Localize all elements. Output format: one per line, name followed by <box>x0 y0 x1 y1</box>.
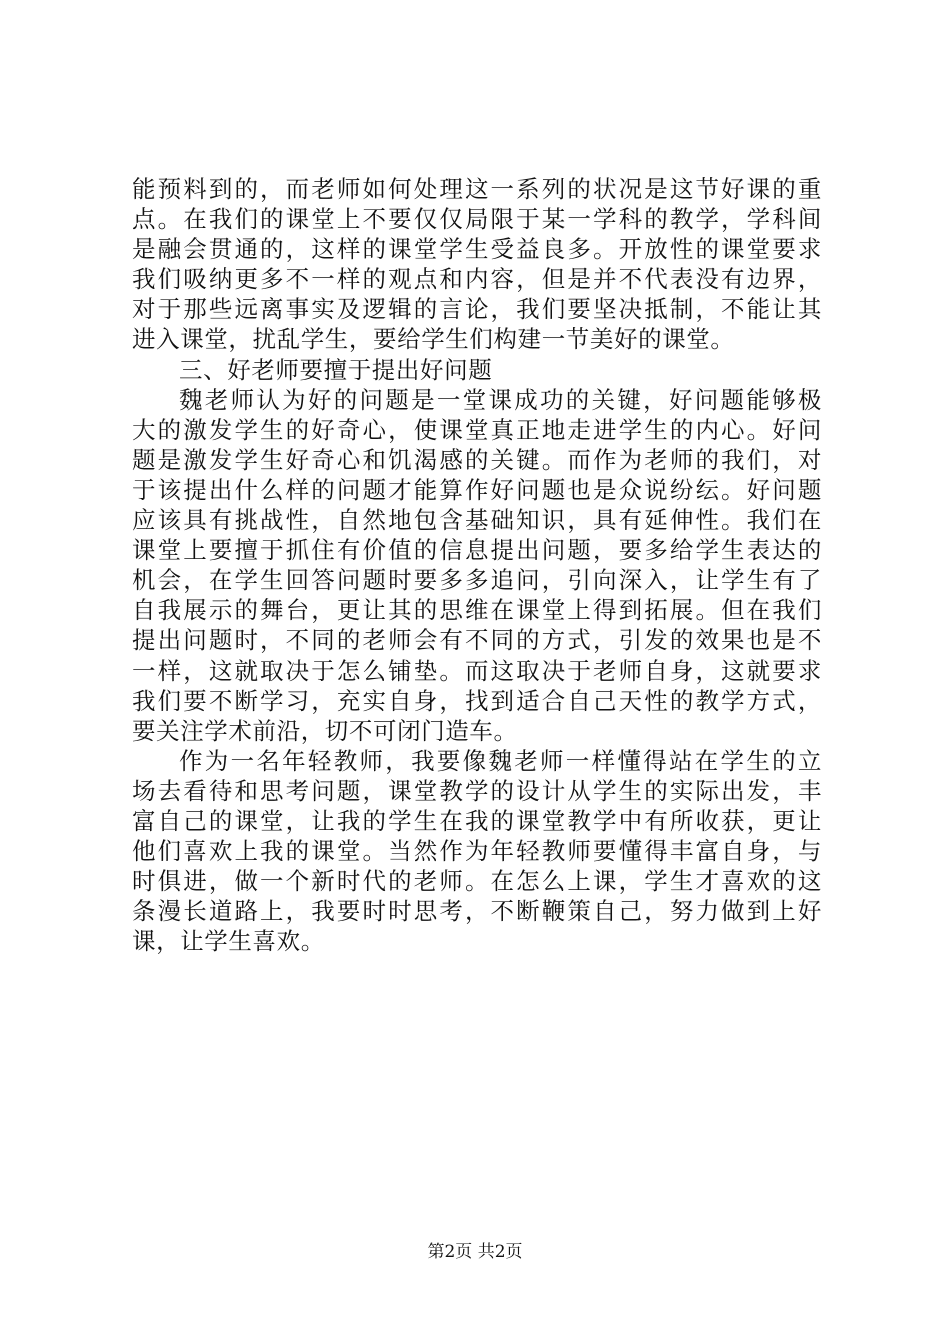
text-line: 场去看待和思考问题，课堂教学的设计从学生的实际出发，丰 <box>132 776 822 805</box>
section-heading: 三、好老师要擅于提出好问题 <box>179 355 493 384</box>
text-line: 他们喜欢上我的课堂。当然作为年轻教师要懂得丰富自身，与 <box>132 837 822 866</box>
text-line: 富自己的课堂，让我的学生在我的课堂教学中有所收获，更让 <box>132 806 822 835</box>
document-body <box>132 174 822 956</box>
text-line: 机会，在学生回答问题时要多多追问，引向深入，让学生有了 <box>132 566 822 595</box>
text-line: 于该提出什么样的问题才能算作好问题也是众说纷纭。好问题 <box>132 475 822 504</box>
text-line: 提出问题时，不同的老师会有不同的方式，引发的效果也是不 <box>132 626 822 655</box>
paragraph <box>132 385 822 746</box>
text-line: 进入课堂，扰乱学生，要给学生们构建一节美好的课堂。 <box>132 325 735 354</box>
text-line: 我们吸纳更多不一样的观点和内容，但是并不代表没有边界， <box>132 265 822 294</box>
text-line: 魏老师认为好的问题是一堂课成功的关键，好问题能够极 <box>179 385 822 414</box>
text-line: 大的激发学生的好奇心，使课堂真正地走进学生的内心。好问 <box>132 415 822 444</box>
text-line: 应该具有挑战性，自然地包含基础知识，具有延伸性。我们在 <box>132 506 822 535</box>
text-line: 时俱进，做一个新时代的老师。在怎么上课，学生才喜欢的这 <box>132 867 822 896</box>
text-line: 我们要不断学习，充实自身，找到适合自己天性的教学方式， <box>132 686 822 715</box>
text-line: 对于那些远离事实及逻辑的言论，我们要坚决抵制，不能让其 <box>132 295 822 324</box>
text-line: 条漫长道路上，我要时时思考，不断鞭策自己，努力做到上好 <box>132 897 822 926</box>
text-line: 题是激发学生好奇心和饥渴感的关键。而作为老师的我们，对 <box>132 445 822 474</box>
text-line: 课堂上要擅于抓住有价值的信息提出问题，要多给学生表达的 <box>132 536 822 565</box>
paragraph <box>132 174 822 355</box>
text-line: 一样，这就取决于怎么铺垫。而这取决于老师自身，这就要求 <box>132 656 822 685</box>
page-number-footer: 第2页 共2页 <box>427 1242 523 1262</box>
text-line: 课，让学生喜欢。 <box>132 927 325 956</box>
paragraph <box>132 746 822 957</box>
text-line: 自我展示的舞台，更让其的思维在课堂上得到拓展。但在我们 <box>132 596 822 625</box>
text-line: 要关注学术前沿，切不可闭门造车。 <box>132 716 518 745</box>
text-line: 是融会贯通的，这样的课堂学生受益良多。开放性的课堂要求 <box>132 235 822 264</box>
text-line: 能预料到的，而老师如何处理这一系列的状况是这节好课的重 <box>132 175 822 203</box>
text-line: 点。在我们的课堂上不要仅仅局限于某一学科的教学，学科间 <box>132 205 822 234</box>
text-line: 作为一名年轻教师，我要像魏老师一样懂得站在学生的立 <box>179 746 822 775</box>
